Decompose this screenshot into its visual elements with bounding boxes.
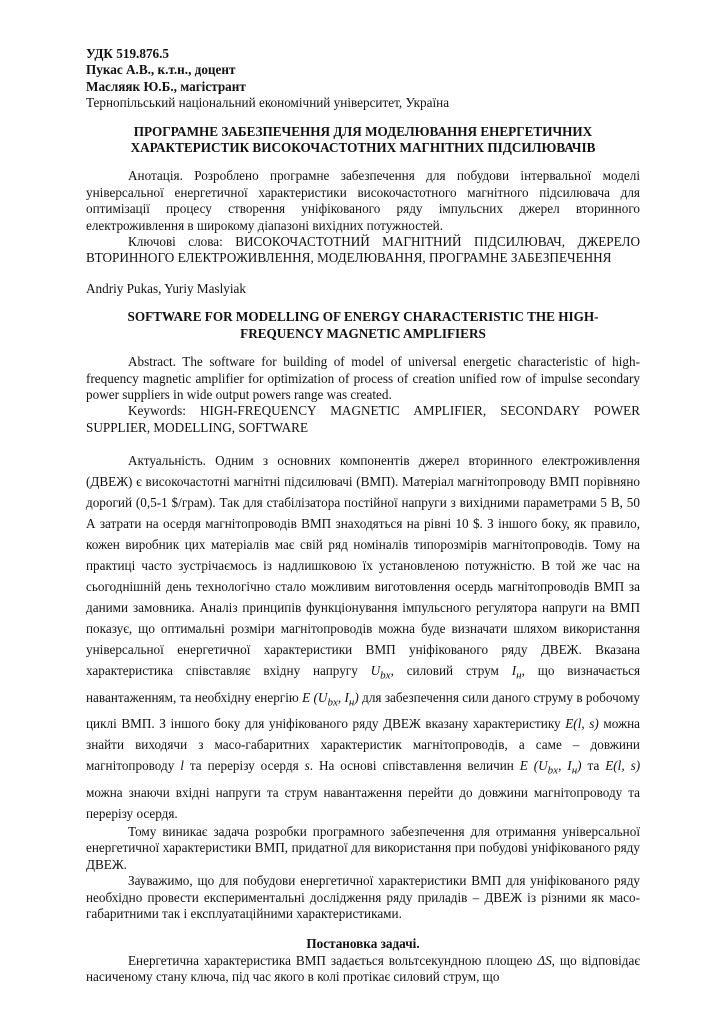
en-abstract: Abstract. The software for building of model of universal energetic characteristic of high-frequency magnetic amplifier for optimization of process of creation unified row of impulse secondary power suppliers in wide output powers range was created.	[86, 354, 640, 402]
en-authors: Andriy Pukas, Yuriy Maslyiak	[86, 280, 246, 296]
author-1: Пукас А.В., к.т.н., доцент	[86, 62, 236, 78]
math-e-formula-1: E ($U_{bx}$, $I_н$)	[302, 689, 359, 709]
math-l: l	[180, 758, 184, 774]
math-in: $I_н$	[511, 663, 522, 682]
en-title: SOFTWARE FOR MODELLING OF ENERGY CHARACTERISTIC THE HIGH-FREQUENCY MAGNETIC AMPLIFIERS	[127, 309, 599, 341]
header-block	[86, 46, 640, 112]
math-ubx: $U_{bx}$	[370, 663, 391, 682]
en-keywords: Keywords: HIGH-FREQUENCY MAGNETIC AMPLIFIER, SECONDARY POWER SUPPLIER, MODELLING, SOFTWARE	[86, 403, 640, 435]
p1-text-g: . На основі співставлення величин	[309, 758, 514, 774]
body-paragraph-3: Зауважимо, що для побудови енергетичної характеристики ВМП для уніфікованого ряду необхідно провести експериментальні дослідження ряду приладів – ДВЕЖ із різними як масо-габаритними так і експлуатаційними характеристиками.	[86, 873, 640, 922]
math-delta-s: ΔS	[537, 952, 552, 968]
math-els-1: E(l, s)	[565, 716, 599, 732]
udk-code: УДК 519.876.5	[86, 46, 170, 61]
math-s: s	[304, 758, 310, 774]
p4-text-b: , що відповідає насиченому стану ключа, під час якого в колі протікає силовий струм, що	[86, 952, 640, 985]
body-paragraph-1: Актуальність. Одним з основних компонентів джерел вторинного електроживлення (ДВЕЖ) є високочастотні магнітні підсилювачі (ВМП). Матеріал магнітопроводу ВМП порівняно дорогий (0,5-1 $/грам). Так для стабілізатора постійної напруги з вихідними параметрами 5 В, 50 А затрати на осердя магнітопроводів ВМП знаходяться на рівні 10 $. З іншого боку, як правило, кожен виробник цих матеріалів має свій ряд номіналів типорозмірів магнітопроводів. Тому на практиці часто зустрічаємось із надлишковою їх установленою потужністю. В той же час на сьогоднішній день технологічно стало можливим виготовлення осердь магнітопроводів ВМП за даними замовника. Аналіз принципів функціонування імпульсного регулятора напруги на ВМП показує, що оптимальні розміри магнітопроводів можна буде визначати шляхом використання універсальної енергетичної характеристики ВМП уніфікованого ряду ДВЕЖ. Вказана характеристика співставляє вхідну напругу $U_{bx}$, силовий струм $I_н$, що визначається навантаженням, та необхідну енергію E ($U_{bx}$, $I_н$) для забезпечення сили даного струму в робочому циклі ВМП. З іншого боку для уніфікованого ряду ДВЕЖ вказану характеристику E(l, s) можна знайти виходячи з масо-габаритних характеристик магнітопроводів, а саме – довжини магнітопроводу l та перерізу осердя s. На основі співставлення величин E ($U_{bx}$, $I_н$) та E(l, s) можна знаючи вхідні напруги та струм навантаження перейти до довжини магнітопроводу та перерізу осердя.	[86, 453, 641, 822]
author-2: Масляяк Ю.Б., магістрант	[86, 78, 246, 94]
affiliation: Тернопільський національний економічний університет, Україна	[86, 95, 450, 111]
ua-title: ПРОГРАМНЕ ЗАБЕЗПЕЧЕННЯ ДЛЯ МОДЕЛЮВАННЯ ЕНЕРГЕТИЧНИХ ХАРАКТЕРИСТИК ВИСОКОЧАСТОТНИХ МАГНІТНИХ ПІДСИЛЮВАЧІВ	[130, 123, 596, 156]
p1-text-a: Актуальність. Одним з основних компонентів джерел вторинного електроживлення (ДВЕЖ) є високочастотні магнітні підсилювачі (ВМП). Матеріал магнітопроводу ВМП порівняно дорогий (0,5-1 $/грам). Так для стабілізатора постійної напруги з вихідними параметрами 5 В, 50 А затрати на осердя магнітопроводів ВМП знаходяться на рівні 10 $. З іншого боку, як правило, кожен виробник цих матеріалів має свій ряд номіналів типорозмірів магнітопроводів. Тому на практиці часто зустрічаємось із надлишковою їх установленою потужністю. В той же час на сьогоднішній день технологічно стало можливим виготовлення осердь магнітопроводів ВМП за даними замовника. Аналіз принципів функціонування імпульсного регулятора напруги на ВМП показує, що оптимальні розміри магнітопроводів можна буде визначати шляхом використання універсальної енергетичної характеристики ВМП уніфікованого ряду ДВЕЖ. Вказана характеристика співставляє вхідну напругу	[86, 453, 640, 679]
paper-page	[86, 46, 640, 986]
section-title: Постановка задачі.	[306, 936, 420, 952]
ua-abstract: Анотація. Розроблено програмне забезпечення для побудови інтервальної моделі універсальної енергетичної характеристики високочастотного магнітного підсилювача для оптимізації процесу створення уніфікованого ряду імпульсних джерел вторинного електроживлення в широкому діапазоні вихідних потужностей.	[86, 168, 640, 233]
math-e-formula-2: E ($U_{bx}$, $I_н$)	[519, 758, 582, 778]
ua-keywords: Ключові слова: ВИСОКОЧАСТОТНИЙ МАГНІТНИЙ ПІДСИЛЮВАЧ, ДЖЕРЕЛО ВТОРИННОГО ЕЛЕКТРОЖИВЛЕННЯ, МОДЕЛЮВАННЯ, ПРОГРАМНЕ ЗАБЕЗПЕЧЕННЯ	[86, 234, 640, 266]
p4-text-a: Енергетична характеристика ВМП задається вольтсекундною площею	[128, 952, 533, 968]
body-paragraph-2: Тому виникає задача розробки програмного забезпечення для отримання універсальної енергетичної характеристики ВМП, придатної для використання при побудові уніфікованого ряду ДВЕЖ.	[86, 824, 640, 872]
p1-text-f: та перерізу осердя	[189, 758, 299, 774]
p1-text-b: силовий струм	[406, 663, 499, 679]
p1-text-d: для забезпечення сили даного струму в робочому циклі ВМП. З іншого боку для уніфікованого ряду ДВЕЖ вказану характеристику	[86, 689, 640, 732]
math-els-2: E(l, s)	[605, 758, 641, 774]
body-paragraph-4	[86, 953, 640, 986]
p1-text-h: та	[587, 758, 600, 774]
p1-text-c: , що визначається навантаженням, та необхідну енергію	[86, 663, 641, 705]
p1-text-e: можна знайти виходячи з масо-габаритних характеристик магнітопроводів, а саме – довжини магнітопроводу	[86, 716, 641, 774]
p1-text-i: можна знаючи вхідні напруги та струм навантаження перейти до довжини магнітопроводу та перерізу осердя.	[86, 785, 640, 822]
